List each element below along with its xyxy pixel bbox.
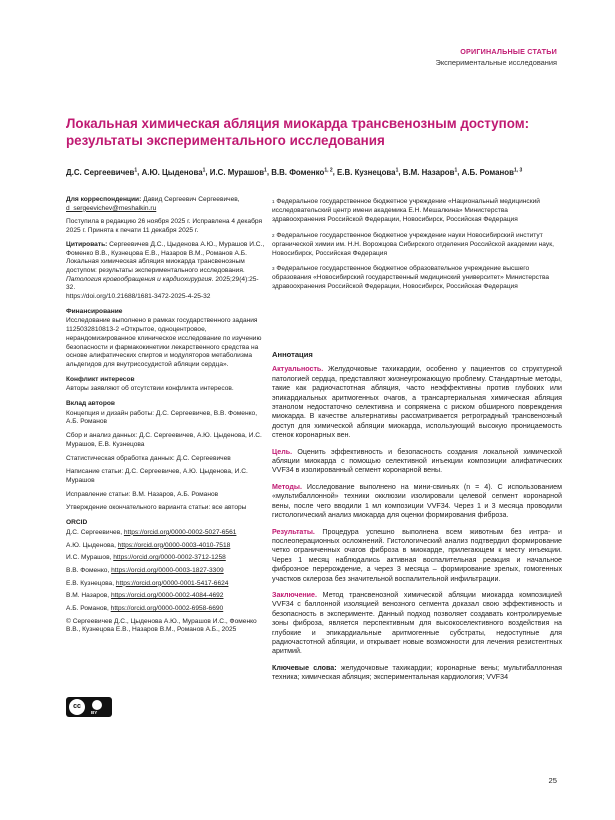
affiliation: $^1$ Федеральное государственное бюджетное учреждение «Национальный медицинский исследовательский центр имени академика Е.Н. Мешалкина» Министерства здравоохранения Российской Федерации, Новосибирск, Российская Федерация — [272, 198, 540, 223]
contribution-heading: Вклад авторов — [66, 400, 115, 408]
abstract-section: Заключение. Метод трансвенозной химической абляции миокарда композицией VVF34 с баллонной изоляцией венозного сегмента доказал свою эффективность и безопасность в эксперименте. Данный подход позволяет создавать контролируемые зоны фиброза, является перспективным для высокоселективного воздействия на глубокие и эпикардиальные аритмогенные субстраты, недоступные для радиочастотной абляции, и открывает новые возможности для лечения резистентных аритмий. — [272, 590, 562, 656]
orcid-link[interactable]: https://orcid.org/0000-0003-1827-3309 — [111, 566, 224, 574]
orcid-link[interactable]: https://orcid.org/0000-0002-5027-6561 — [123, 528, 237, 536]
orcid-item: В.М. Назаров, https://orcid.org/0000-0002-4084-4692 — [66, 592, 224, 600]
abstract — [272, 350, 562, 690]
affiliation: $^3$ Федеральное государственное бюджетное образовательное учреждение высшего образования «Новосибирский государственный медицинский университет» Министерства здравоохранения Российской Федерации, Новосибирск, Российская Федерация — [272, 265, 550, 291]
person-icon — [92, 700, 102, 710]
abstract-section: Методы. Исследование выполнено на мини-свиньях (n = 4). С использованием «мультибаллонной» техники окклюзии изолировали целевой сегмент коронарной вены, после чего вводили 1 мл композиции VVF34. Через 1 и 3 месяца проводили гистологический анализ миокарда для оценки формирования фиброза. — [272, 482, 562, 520]
article-title: Локальная химическая абляция миокарда трансвенозным доступом: результаты экспериментального исследования — [66, 116, 530, 148]
abstract-section: Результаты. Процедура успешно выполнена всем животным без интра- и послеоперационных осложнений. Гистологический анализ подтвердил формирование четко ограниченных очагов фиброза в миокарде, прилегающем к месту инъекции. Через 1 месяц наблюдались активная воспалительная реакция и начальное фиброзное перерождение, а через 3 месяца – формирование зрелых, гомогенных участков склероза без значительной воспалительной инфильтрации. — [272, 527, 562, 583]
cc-by-license-badge[interactable] — [66, 697, 112, 717]
author: В.В. Фоменко$^{1, 2}$ — [271, 167, 333, 177]
subsection-label: Экспериментальные исследования — [435, 58, 557, 67]
contribution-item: Написание статьи: Д.С. Сергеевичев, А.Ю. Цыденова, И.С. Мурашов — [66, 468, 248, 484]
affiliations — [272, 198, 562, 299]
orcid-item: Д.С. Сергеевичев, https://orcid.org/0000-0002-5027-6561 — [66, 528, 237, 536]
cc-icon: cc — [69, 699, 85, 715]
contribution-item: Сбор и анализ данных: Д.С. Сергеевичев, А.Ю. Цыденова, И.С. Мурашов, Е.В. Кузнецова — [66, 432, 262, 448]
abstract-section: Актуальность. Желудочковые тахикардии, особенно у пациентов со структурной патологией сердца, представляют жизнеугрожающую проблему. Стандартные методы, такие как радиочастотная абляция, часто неэффективны против глубоких или эпикардиальных аритмогенных очагов, а трансартериальная химическая абляция этанолом недостаточно селективна и сопряжена с риском обширного повреждения миокарда. В качестве альтернативы рассматривается ретроградный трансвенозный доступ для химической абляции миокарда, использующий высокую проницаемость стенок коронарных вен. — [272, 365, 562, 440]
citation-doi-link[interactable]: https://doi.org/10.21688/1681-3472-2025-4-25-32 — [66, 293, 211, 301]
page-number: 25 — [548, 776, 557, 785]
orcid-item: А.Ю. Цыденова, https://orcid.org/0000-0003-4010-7518 — [66, 541, 231, 549]
author-list: Д.С. Сергеевичев$^1$, А.Ю. Цыденова$^1$, И.С. Мурашов$^1$, В.В. Фоменко$^{1, 2}$, Е.В. Кузнецова$^1$, В.М. Назаров$^1$, А.Б. Романов$^{1, 3}$ — [66, 167, 523, 177]
copyright: © Сергеевичев Д.С., Цыденова А.Ю., Мурашов И.С., Фоменко В.В., Кузнецова Е.В., Назаров В.М., Романов А.Б., 2025 — [66, 617, 257, 634]
citation: Цитировать: Сергеевичев Д.С., Цыденова А.Ю., Мурашов И.С., Фоменко В.В., Кузнецова Е.В., Назаров В.М., Романов А.Б. Локальная химическая абляция миокарда трансвенозным доступом: результаты экспериментального исследования. Патология кровообращения и кардиохирургия. 2025;29(4):25-32. https://doi.org/10.21688/1681-3472-2025-4-25-32 — [66, 240, 265, 301]
orcid-link[interactable]: https://orcid.org/0000-0002-6958-6690 — [110, 605, 224, 613]
abstract-section: Цель. Оценить эффективность и безопасность создания локальной химической абляции миокарда с помощью селективной инъекции композиции алифатических VVF34 в изолированный сегмент коронарной вены. — [272, 447, 562, 475]
orcid-link[interactable]: https://orcid.org/0000-0002-4084-4692 — [110, 592, 224, 600]
orcid-list — [66, 529, 266, 614]
section-header — [436, 47, 557, 67]
contribution-item: Утверждение окончательного варианта статьи: все авторы — [66, 504, 247, 512]
author: А.Ю. Цыденова$^1$ — [141, 167, 206, 177]
contribution-item: Статистическая обработка данных: Д.С. Сергеевичев — [66, 454, 231, 462]
orcid-item: В.В. Фоменко, https://orcid.org/0000-0003-1827-3309 — [66, 566, 224, 574]
correspondence: Для корреспонденции: Давид Сергеевич Сергеевичев, d_sergeevichev@meshalkin.ru — [66, 196, 240, 212]
orcid-link[interactable]: https://orcid.org/0000-0001-5417-6624 — [115, 579, 229, 587]
contribution-item: Исправление статьи: В.М. Назаров, А.Б. Романов — [66, 490, 219, 498]
affiliation: $^2$ Федеральное государственное бюджетное учреждение науки Новосибирский институт органической химии им. Н.Н. Ворожцова Сибирского отделения Российской академии наук, Новосибирск, Российская Федерация — [272, 231, 554, 257]
author: И.С. Мурашов$^1$ — [209, 167, 267, 177]
contribution-item: Концепция и дизайн работы: Д.С. Сергеевичев, В.В. Фоменко, А.Б. Романов — [66, 409, 258, 426]
correspondence-email-link[interactable]: d_sergeevichev@meshalkin.ru — [66, 204, 157, 212]
orcid-item: Е.В. Кузнецова, https://orcid.org/0000-0001-5417-6624 — [66, 579, 229, 587]
by-label: BY — [91, 710, 98, 715]
conflict-text: Авторы заявляют об отсутствии конфликта интересов. — [66, 385, 234, 393]
section-label: ОРИГИНАЛЬНЫЕ СТАТЬИ — [460, 47, 557, 56]
conflict-heading: Конфликт интересов — [66, 375, 135, 383]
author: А.Б. Романов$^{1, 3}$ — [461, 167, 523, 177]
author: Д.С. Сергеевичев$^1$ — [66, 167, 138, 177]
orcid-item: И.С. Мурашов, https://orcid.org/0000-0002-3712-1258 — [66, 554, 226, 562]
orcid-link[interactable]: https://orcid.org/0000-0002-3712-1258 — [113, 554, 226, 562]
orcid-item: А.Б. Романов, https://orcid.org/0000-0002-6958-6690 — [66, 605, 224, 613]
funding-text: Исследование выполнено в рамках государственного задания 1125032810813-2 «Открытое, одноцентровое, нерандомизированное клиническое исследование по изучению безопасности и фармакокинетики лекарственного средства на основе алифатических спиртов и модуляторов метаболизма альдегидов для внутрисосудистой абляции сердца». — [66, 317, 262, 368]
funding-heading: Финансирование — [66, 307, 123, 315]
orcid-heading: ORCID — [66, 519, 88, 527]
abstract-heading: Аннотация — [272, 350, 313, 359]
author: Е.В. Кузнецова$^1$ — [337, 167, 399, 177]
orcid-link[interactable]: https://orcid.org/0000-0003-4010-7518 — [117, 541, 231, 549]
article-dates: Поступила в редакцию 26 ноября 2025 г. Исправлена 4 декабря 2025 г. Принята к печати 11 декабря 2025 г. — [66, 218, 263, 235]
author: В.М. Назаров$^1$ — [402, 167, 458, 177]
keywords: Ключевые слова: желудочковые тахикардии; коронарные вены; мультибаллонная техника; химическая абляция; экспериментальная кардиология; VVF34 — [272, 663, 562, 682]
article-info-column — [66, 196, 266, 640]
